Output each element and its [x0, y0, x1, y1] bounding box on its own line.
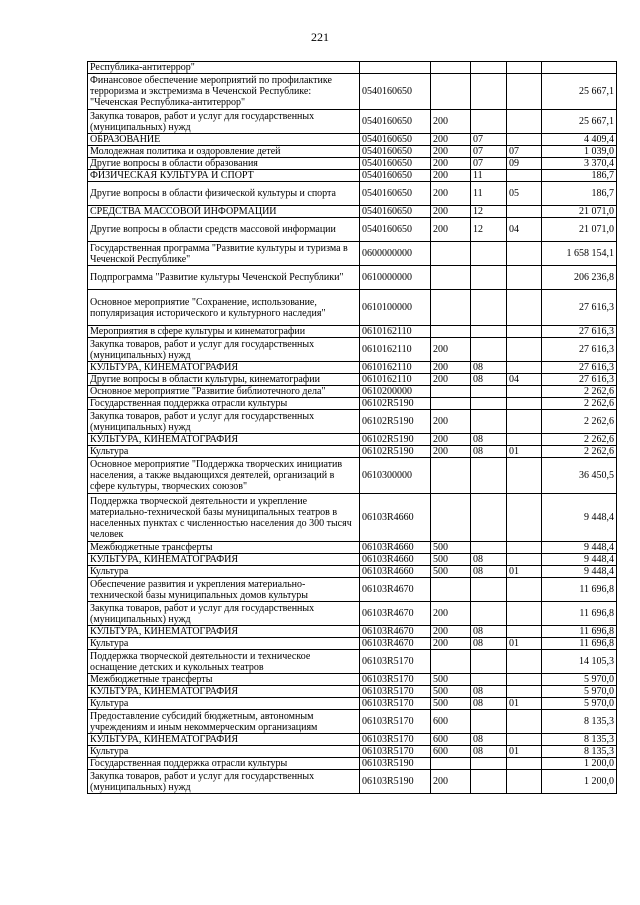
cell-name: КУЛЬТУРА, КИНЕМАТОГРАФИЯ	[88, 734, 360, 746]
cell-pr: 07	[507, 146, 542, 158]
cell-rz: 11	[471, 170, 507, 182]
cell-pr: 01	[507, 566, 542, 578]
cell-pr	[507, 326, 542, 338]
cell-rz	[471, 386, 507, 398]
cell-vr	[431, 242, 471, 266]
table-row	[88, 398, 617, 410]
cell-vr: 200	[431, 410, 471, 434]
cell-sum: 2 262,6	[542, 386, 617, 398]
cell-pr: 05	[507, 182, 542, 206]
cell-sum: 5 970,0	[542, 698, 617, 710]
cell-csr: 06103R4660	[360, 542, 431, 554]
cell-rz: 08	[471, 566, 507, 578]
cell-rz: 08	[471, 374, 507, 386]
cell-name: Закупка товаров, работ и услуг для государственных (муниципальных) нужд	[88, 770, 360, 794]
cell-csr: 06103R4670	[360, 638, 431, 650]
cell-sum: 2 262,6	[542, 446, 617, 458]
cell-sum: 1 200,0	[542, 758, 617, 770]
cell-sum: 5 970,0	[542, 686, 617, 698]
cell-sum: 186,7	[542, 182, 617, 206]
cell-name: Мероприятия в сфере культуры и кинематографии	[88, 326, 360, 338]
cell-vr: 200	[431, 110, 471, 134]
cell-pr	[507, 242, 542, 266]
cell-csr: 0600000000	[360, 242, 431, 266]
budget-table	[87, 61, 617, 794]
cell-csr: 0540160650	[360, 218, 431, 242]
table-row	[88, 290, 617, 326]
cell-rz	[471, 410, 507, 434]
cell-vr	[431, 650, 471, 674]
cell-csr: 06103R4670	[360, 626, 431, 638]
cell-csr: 0540160650	[360, 170, 431, 182]
cell-vr: 200	[431, 338, 471, 362]
cell-vr	[431, 266, 471, 290]
cell-csr: 06103R5190	[360, 770, 431, 794]
cell-rz: 08	[471, 434, 507, 446]
cell-csr: 06103R5170	[360, 710, 431, 734]
cell-pr	[507, 74, 542, 110]
cell-csr: 0610200000	[360, 386, 431, 398]
cell-pr	[507, 458, 542, 494]
cell-vr: 500	[431, 698, 471, 710]
cell-csr: 06103R5170	[360, 734, 431, 746]
cell-name: Другие вопросы в области образования	[88, 158, 360, 170]
cell-sum: 2 262,6	[542, 398, 617, 410]
cell-vr	[431, 758, 471, 770]
cell-rz	[471, 458, 507, 494]
cell-rz: 07	[471, 158, 507, 170]
cell-rz	[471, 602, 507, 626]
table-row	[88, 74, 617, 110]
cell-rz: 12	[471, 218, 507, 242]
cell-name: Основное мероприятие "Развитие библиотечного дела"	[88, 386, 360, 398]
cell-vr: 500	[431, 686, 471, 698]
cell-pr	[507, 206, 542, 218]
table-row	[88, 626, 617, 638]
cell-sum: 11 696,8	[542, 626, 617, 638]
cell-rz: 08	[471, 554, 507, 566]
table-row	[88, 134, 617, 146]
table-row	[88, 494, 617, 542]
cell-csr: 06103R4660	[360, 494, 431, 542]
cell-name: Основное мероприятие "Поддержка творческих инициатив населения, а также выдающихся деятелей, организаций в сфере культуры, творческих союзов"	[88, 458, 360, 494]
table-row	[88, 554, 617, 566]
cell-rz	[471, 758, 507, 770]
cell-name: Культура	[88, 446, 360, 458]
cell-rz	[471, 74, 507, 110]
cell-rz: 08	[471, 626, 507, 638]
cell-csr: 06103R4670	[360, 602, 431, 626]
table-row	[88, 458, 617, 494]
cell-pr	[507, 62, 542, 74]
cell-rz	[471, 110, 507, 134]
cell-name: Культура	[88, 698, 360, 710]
cell-sum: 14 105,3	[542, 650, 617, 674]
cell-csr: 06103R5170	[360, 650, 431, 674]
cell-vr	[431, 290, 471, 326]
cell-csr: 06102R5190	[360, 410, 431, 434]
cell-csr: 0610162110	[360, 374, 431, 386]
cell-sum: 186,7	[542, 170, 617, 182]
cell-name: Другие вопросы в области средств массовой информации	[88, 218, 360, 242]
cell-vr: 200	[431, 362, 471, 374]
cell-sum: 21 071,0	[542, 206, 617, 218]
cell-name: Закупка товаров, работ и услуг для государственных (муниципальных) нужд	[88, 602, 360, 626]
cell-name: Республика-антитеррор"	[88, 62, 360, 74]
cell-pr	[507, 554, 542, 566]
cell-pr	[507, 602, 542, 626]
cell-vr	[431, 458, 471, 494]
table-row	[88, 434, 617, 446]
table-row	[88, 734, 617, 746]
cell-name: Предоставление субсидий бюджетным, автономным учреждениям и иным некоммерческим организациям	[88, 710, 360, 734]
cell-pr: 04	[507, 218, 542, 242]
cell-name: КУЛЬТУРА, КИНЕМАТОГРАФИЯ	[88, 362, 360, 374]
cell-vr: 500	[431, 554, 471, 566]
cell-pr	[507, 710, 542, 734]
cell-sum: 8 135,3	[542, 746, 617, 758]
table-row	[88, 446, 617, 458]
cell-pr	[507, 686, 542, 698]
cell-name: Государственная поддержка отрасли культуры	[88, 398, 360, 410]
cell-pr: 01	[507, 446, 542, 458]
cell-name: Основное мероприятие "Сохранение, использование, популяризация исторического и культурного наследия"	[88, 290, 360, 326]
cell-sum: 4 409,4	[542, 134, 617, 146]
cell-csr: 0540160650	[360, 206, 431, 218]
cell-csr: 06103R5170	[360, 674, 431, 686]
cell-vr: 200	[431, 626, 471, 638]
cell-vr: 200	[431, 218, 471, 242]
cell-sum: 8 135,3	[542, 710, 617, 734]
cell-pr	[507, 758, 542, 770]
page-number: 221	[311, 30, 329, 44]
cell-rz: 08	[471, 362, 507, 374]
cell-csr: 06103R5170	[360, 746, 431, 758]
cell-rz	[471, 770, 507, 794]
cell-pr	[507, 134, 542, 146]
budget-table-body	[88, 62, 617, 794]
cell-vr	[431, 62, 471, 74]
table-row	[88, 170, 617, 182]
cell-vr: 500	[431, 542, 471, 554]
cell-rz: 08	[471, 734, 507, 746]
cell-sum: 2 262,6	[542, 434, 617, 446]
cell-rz: 08	[471, 746, 507, 758]
cell-pr	[507, 398, 542, 410]
table-row	[88, 758, 617, 770]
cell-csr: 0540160650	[360, 158, 431, 170]
cell-pr	[507, 362, 542, 374]
cell-vr: 200	[431, 134, 471, 146]
cell-csr: 06103R4670	[360, 578, 431, 602]
cell-pr	[507, 674, 542, 686]
cell-vr: 200	[431, 638, 471, 650]
cell-name: Поддержка творческой деятельности и укрепление материально-технической базы муниципальных театров в населенных пунктах с численностью населения до 300 тысяч человек	[88, 494, 360, 542]
cell-sum: 11 696,8	[542, 638, 617, 650]
table-row	[88, 242, 617, 266]
table-row	[88, 362, 617, 374]
cell-csr: 0540160650	[360, 74, 431, 110]
cell-vr: 200	[431, 206, 471, 218]
cell-rz	[471, 326, 507, 338]
table-row	[88, 206, 617, 218]
cell-vr: 500	[431, 674, 471, 686]
cell-vr: 200	[431, 170, 471, 182]
cell-sum	[542, 62, 617, 74]
cell-sum: 27 616,3	[542, 374, 617, 386]
table-row	[88, 746, 617, 758]
cell-csr: 0610162110	[360, 326, 431, 338]
cell-vr: 200	[431, 446, 471, 458]
cell-csr: 06103R5170	[360, 686, 431, 698]
cell-name: ФИЗИЧЕСКАЯ КУЛЬТУРА И СПОРТ	[88, 170, 360, 182]
cell-pr	[507, 494, 542, 542]
cell-rz	[471, 650, 507, 674]
cell-name: Государственная программа "Развитие культуры и туризма в Чеченской Республике"	[88, 242, 360, 266]
cell-vr: 200	[431, 602, 471, 626]
cell-csr: 0540160650	[360, 134, 431, 146]
cell-pr	[507, 290, 542, 326]
cell-name: Культура	[88, 566, 360, 578]
cell-pr	[507, 734, 542, 746]
cell-sum: 25 667,1	[542, 110, 617, 134]
cell-name: КУЛЬТУРА, КИНЕМАТОГРАФИЯ	[88, 434, 360, 446]
table-row	[88, 638, 617, 650]
cell-sum: 27 616,3	[542, 338, 617, 362]
cell-vr: 200	[431, 158, 471, 170]
table-row	[88, 146, 617, 158]
cell-name: Межбюджетные трансферты	[88, 674, 360, 686]
cell-name: Другие вопросы в области физической культуры и спорта	[88, 182, 360, 206]
cell-vr	[431, 494, 471, 542]
cell-rz: 07	[471, 146, 507, 158]
table-row	[88, 602, 617, 626]
cell-pr	[507, 650, 542, 674]
cell-pr: 01	[507, 638, 542, 650]
cell-pr	[507, 386, 542, 398]
cell-name: Закупка товаров, работ и услуг для государственных (муниципальных) нужд	[88, 410, 360, 434]
table-row	[88, 674, 617, 686]
cell-sum: 1 200,0	[542, 770, 617, 794]
cell-sum: 1 658 154,1	[542, 242, 617, 266]
cell-sum: 2 262,6	[542, 410, 617, 434]
cell-vr: 200	[431, 770, 471, 794]
cell-pr	[507, 434, 542, 446]
table-row	[88, 698, 617, 710]
cell-rz	[471, 290, 507, 326]
cell-csr: 06103R4660	[360, 566, 431, 578]
cell-csr: 06102R5190	[360, 434, 431, 446]
cell-pr	[507, 542, 542, 554]
cell-sum: 5 970,0	[542, 674, 617, 686]
cell-vr	[431, 386, 471, 398]
cell-vr: 200	[431, 146, 471, 158]
table-row	[88, 218, 617, 242]
cell-name: Другие вопросы в области культуры, кинематографии	[88, 374, 360, 386]
cell-name: Закупка товаров, работ и услуг для государственных (муниципальных) нужд	[88, 338, 360, 362]
cell-vr: 500	[431, 566, 471, 578]
cell-vr: 200	[431, 182, 471, 206]
cell-sum: 9 448,4	[542, 554, 617, 566]
cell-pr	[507, 626, 542, 638]
cell-sum: 8 135,3	[542, 734, 617, 746]
cell-rz: 12	[471, 206, 507, 218]
cell-rz: 11	[471, 182, 507, 206]
cell-name: Культура	[88, 746, 360, 758]
cell-pr	[507, 266, 542, 290]
cell-name: СРЕДСТВА МАССОВОЙ ИНФОРМАЦИИ	[88, 206, 360, 218]
cell-vr	[431, 578, 471, 602]
cell-sum: 11 696,8	[542, 578, 617, 602]
cell-pr: 04	[507, 374, 542, 386]
cell-vr: 200	[431, 374, 471, 386]
cell-vr: 200	[431, 434, 471, 446]
cell-sum: 27 616,3	[542, 362, 617, 374]
cell-pr	[507, 770, 542, 794]
cell-rz: 08	[471, 698, 507, 710]
cell-vr	[431, 326, 471, 338]
cell-rz: 08	[471, 446, 507, 458]
cell-csr	[360, 62, 431, 74]
cell-sum: 11 696,8	[542, 602, 617, 626]
cell-sum: 1 039,0	[542, 146, 617, 158]
cell-csr: 0540160650	[360, 146, 431, 158]
table-row	[88, 386, 617, 398]
cell-vr	[431, 398, 471, 410]
cell-sum: 27 616,3	[542, 290, 617, 326]
cell-name: Подпрограмма "Развитие культуры Чеченской Республики"	[88, 266, 360, 290]
cell-name: КУЛЬТУРА, КИНЕМАТОГРАФИЯ	[88, 686, 360, 698]
cell-pr	[507, 110, 542, 134]
cell-pr	[507, 410, 542, 434]
table-row	[88, 578, 617, 602]
cell-csr: 06103R5170	[360, 698, 431, 710]
cell-rz	[471, 710, 507, 734]
cell-name: Молодежная политика и оздоровление детей	[88, 146, 360, 158]
table-row	[88, 182, 617, 206]
cell-csr: 0540160650	[360, 110, 431, 134]
cell-csr: 06102R5190	[360, 446, 431, 458]
cell-vr	[431, 74, 471, 110]
cell-rz	[471, 242, 507, 266]
cell-rz	[471, 338, 507, 362]
cell-rz	[471, 494, 507, 542]
cell-csr: 0610300000	[360, 458, 431, 494]
table-row	[88, 710, 617, 734]
cell-pr	[507, 170, 542, 182]
cell-rz: 08	[471, 638, 507, 650]
cell-sum: 9 448,4	[542, 566, 617, 578]
cell-name: Государственная поддержка отрасли культуры	[88, 758, 360, 770]
table-row	[88, 338, 617, 362]
cell-rz: 08	[471, 686, 507, 698]
cell-sum: 9 448,4	[542, 542, 617, 554]
cell-name: Межбюджетные трансферты	[88, 542, 360, 554]
cell-name: КУЛЬТУРА, КИНЕМАТОГРАФИЯ	[88, 626, 360, 638]
cell-pr: 01	[507, 698, 542, 710]
table-row	[88, 650, 617, 674]
table-row	[88, 266, 617, 290]
cell-csr: 06102R5190	[360, 398, 431, 410]
table-row	[88, 62, 617, 74]
cell-rz	[471, 266, 507, 290]
cell-csr: 0610162110	[360, 338, 431, 362]
cell-pr	[507, 578, 542, 602]
cell-name: Поддержка творческой деятельности и техническое оснащение детских и кукольных театров	[88, 650, 360, 674]
cell-name: Обеспечение развития и укрепления материально-технической базы муниципальных домов культуры	[88, 578, 360, 602]
cell-sum: 3 370,4	[542, 158, 617, 170]
table-row	[88, 158, 617, 170]
cell-name: Культура	[88, 638, 360, 650]
cell-rz	[471, 62, 507, 74]
cell-sum: 9 448,4	[542, 494, 617, 542]
cell-rz	[471, 578, 507, 602]
cell-pr: 01	[507, 746, 542, 758]
table-row	[88, 410, 617, 434]
cell-pr: 09	[507, 158, 542, 170]
cell-rz: 07	[471, 134, 507, 146]
cell-csr: 0540160650	[360, 182, 431, 206]
cell-csr: 0610100000	[360, 290, 431, 326]
cell-name: КУЛЬТУРА, КИНЕМАТОГРАФИЯ	[88, 554, 360, 566]
cell-csr: 0610162110	[360, 362, 431, 374]
cell-sum: 206 236,8	[542, 266, 617, 290]
table-row	[88, 326, 617, 338]
cell-vr: 600	[431, 746, 471, 758]
table-row	[88, 566, 617, 578]
cell-name: Закупка товаров, работ и услуг для государственных (муниципальных) нужд	[88, 110, 360, 134]
cell-csr: 06103R5190	[360, 758, 431, 770]
cell-sum: 21 071,0	[542, 218, 617, 242]
cell-name: ОБРАЗОВАНИЕ	[88, 134, 360, 146]
cell-sum: 36 450,5	[542, 458, 617, 494]
cell-csr: 06103R4660	[360, 554, 431, 566]
cell-sum: 27 616,3	[542, 326, 617, 338]
table-row	[88, 110, 617, 134]
table-row	[88, 686, 617, 698]
cell-pr	[507, 338, 542, 362]
cell-vr: 600	[431, 734, 471, 746]
cell-name: Финансовое обеспечение мероприятий по профилактике терроризма и экстремизма в Чеченской Республике: "Чеченская Республика-антитеррор"	[88, 74, 360, 110]
cell-rz	[471, 674, 507, 686]
table-row	[88, 374, 617, 386]
cell-csr: 0610000000	[360, 266, 431, 290]
cell-rz	[471, 542, 507, 554]
cell-sum: 25 667,1	[542, 74, 617, 110]
cell-vr: 600	[431, 710, 471, 734]
table-row	[88, 770, 617, 794]
cell-rz	[471, 398, 507, 410]
table-row	[88, 542, 617, 554]
